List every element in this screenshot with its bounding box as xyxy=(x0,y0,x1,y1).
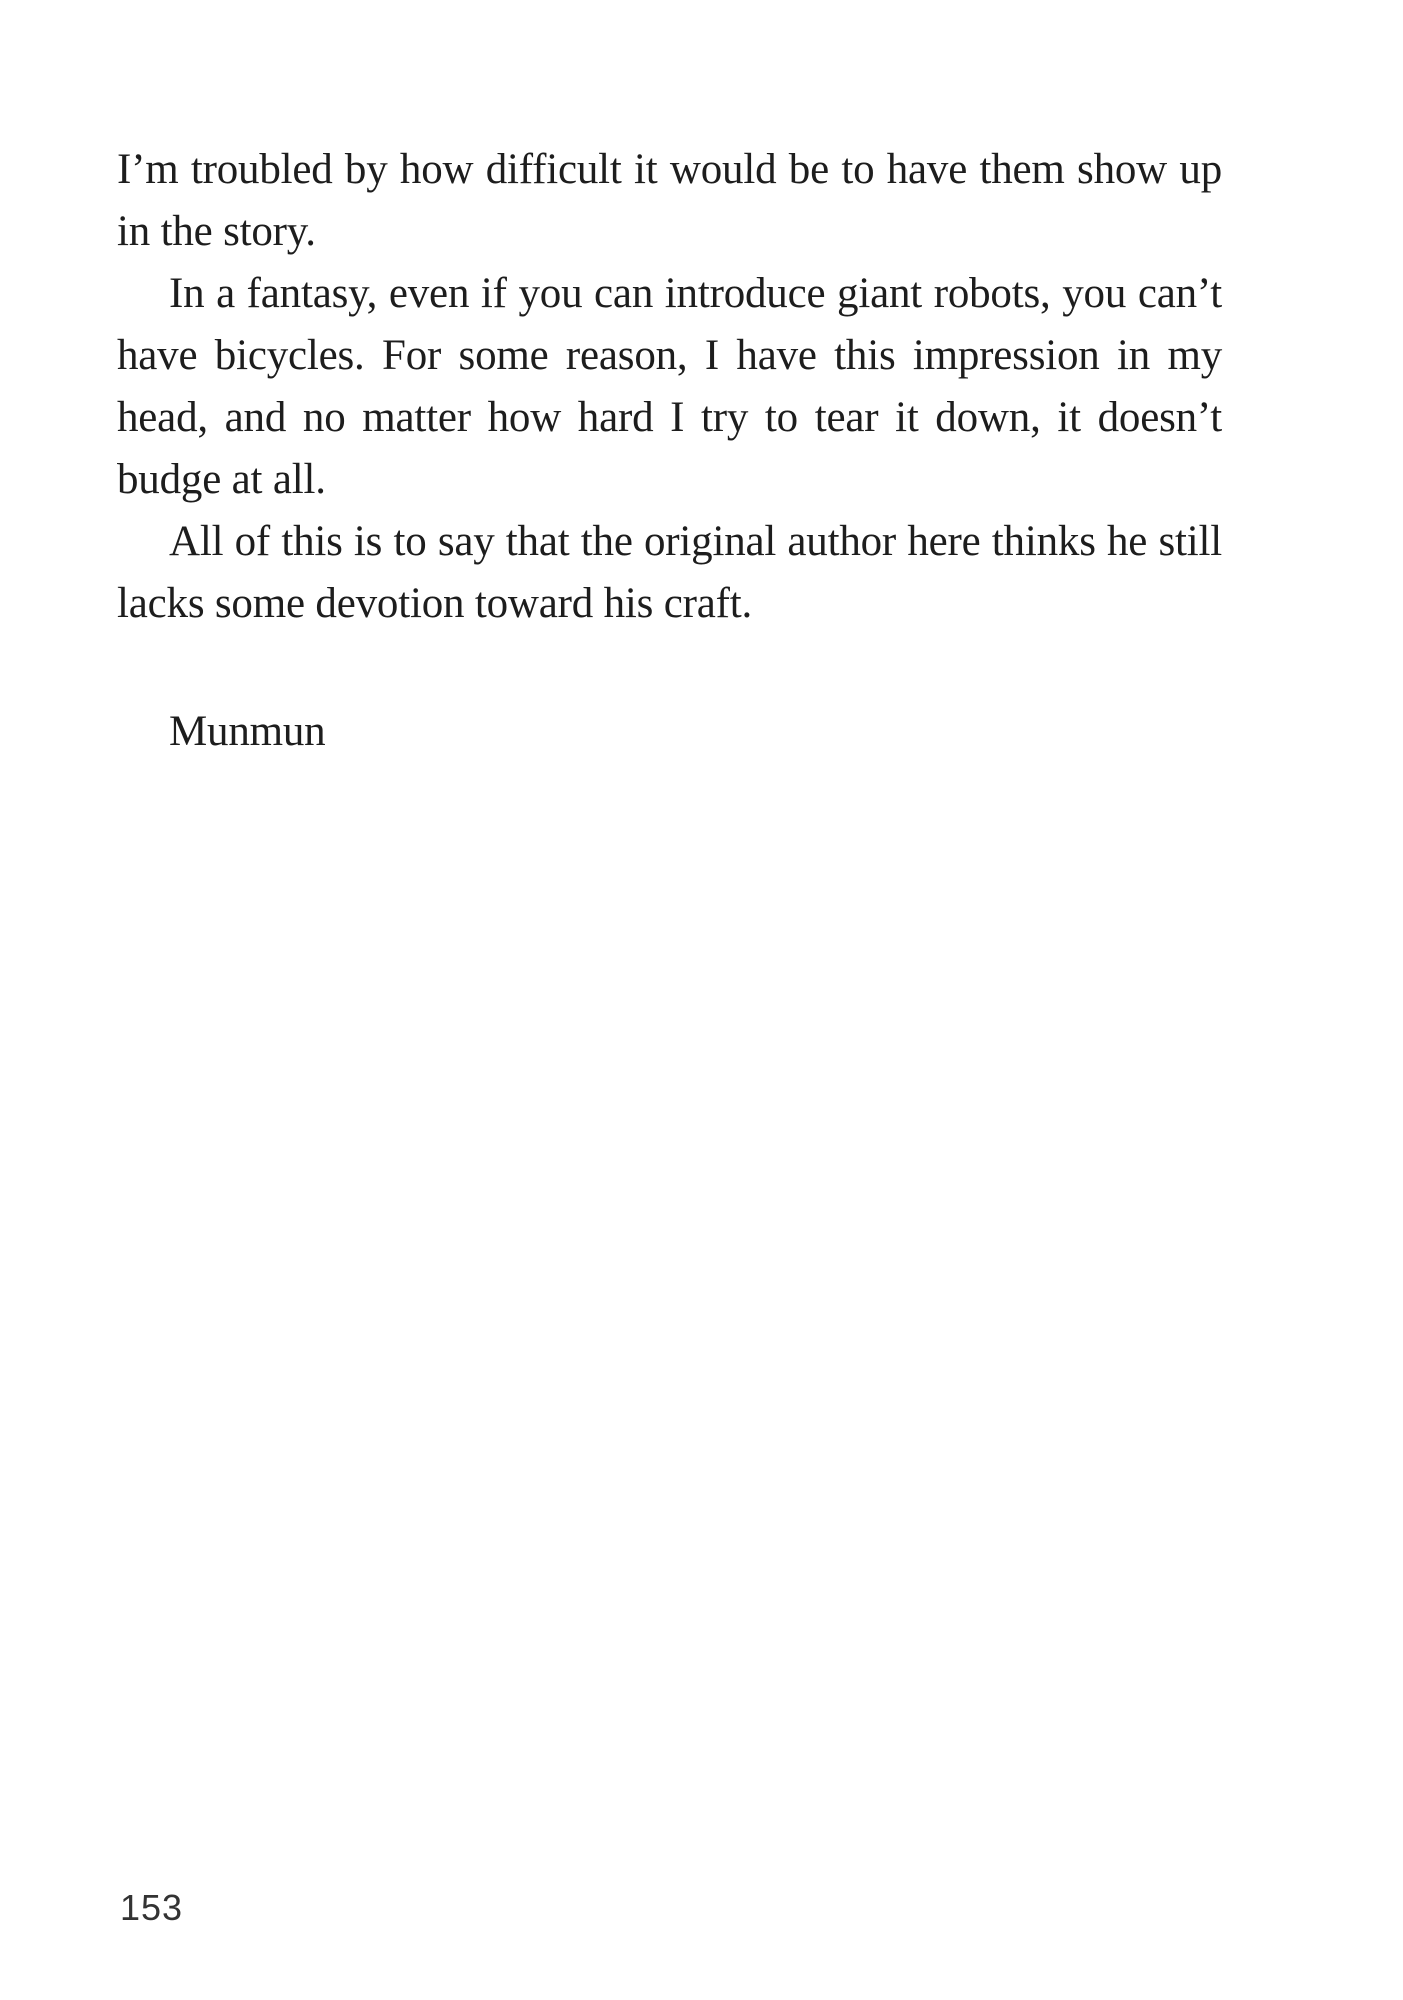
paragraph-2-line-2: have bicycles. For some reason, I have this impression in my xyxy=(117,332,1222,379)
paragraph-1-line-2: in the story. xyxy=(117,208,316,255)
paragraph-1-line-1: I’m troubled by how difficult it would be to have them show up xyxy=(117,146,1222,193)
paragraph-3-line-2: lacks some devotion toward his craft. xyxy=(117,580,753,627)
page-number: 153 xyxy=(120,1887,184,1928)
body-text xyxy=(117,139,1222,763)
paragraph-2-line-1: In a fantasy, even if you can introduce giant robots, you can’t xyxy=(169,270,1222,317)
author-signature: Munmun xyxy=(169,708,326,755)
paragraph-2-line-4: budge at all. xyxy=(117,456,326,503)
paragraph-2-line-3: head, and no matter how hard I try to tear it down, it doesn’t xyxy=(117,394,1222,441)
paragraph-3-line-1: All of this is to say that the original author here thinks he still xyxy=(169,518,1222,565)
